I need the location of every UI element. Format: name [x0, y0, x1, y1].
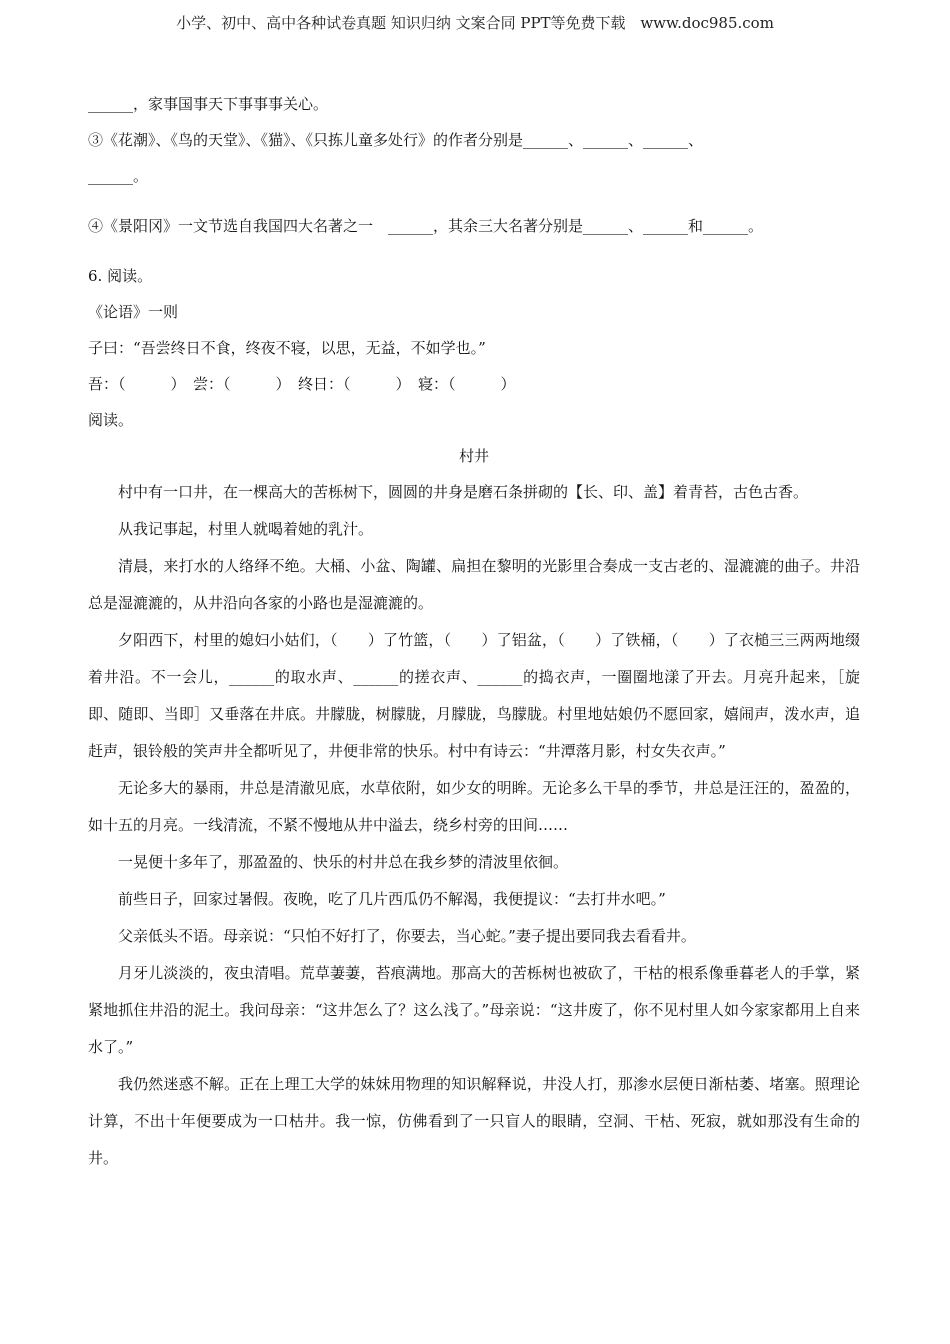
article-paragraph: 清晨，来打水的人络绎不绝。大桶、小盆、陶罐、扁担在黎明的光影里合奏成一支古老的、湿漉漉的曲子。井沿总是湿漉漉的，从井沿向各家的小路也是湿漉漉的。	[88, 557, 860, 612]
article-paragraph: 父亲低头不语。母亲说：“只怕不好打了，你要去，当心蛇。”妻子提出要同我去看看井。	[118, 927, 696, 945]
article-paragraph: 我仍然迷惑不解。正在上理工大学的妹妹用物理的知识解释说，井没人打，那渗水层便日渐枯萎、堵塞。照理论计算，不出十年便要成为一口枯井。我一惊，仿佛看到了一只盲人的眼睛，空洞、干枯、死寂，就如那没有生命的井。	[88, 1075, 860, 1167]
question-4-line: ④《景阳冈》一文节选自我国四大名著之一 ______，其余三大名著分别是______、______和______。	[88, 217, 764, 235]
header-site-text: 小学、初中、高中各种试卷真题 知识归纳 文案合同 PPT等免费下载	[176, 14, 626, 32]
article-paragraph: 从我记事起，村里人就喝着她的乳汁。	[118, 520, 374, 538]
question-6-heading: 6. 阅读。	[88, 267, 153, 285]
question-3-line: ③《花潮》、《鸟的天堂》、《猫》、《只拣儿童多处行》的作者分别是______、______、______、	[88, 131, 704, 149]
lunyu-text: 子曰：“吾尝终日不食，终夜不寝，以思，无益，不如学也。”	[88, 339, 486, 357]
lunyu-title: 《论语》一则	[88, 303, 179, 321]
article-title: 村井	[458, 447, 489, 465]
article-paragraph: 一晃便十多年了，那盈盈的、快乐的村井总在我乡梦的清波里依徊。	[118, 853, 569, 871]
header-url[interactable]: www.doc985.com	[640, 14, 774, 32]
article-paragraph: 夕阳西下，村里的媳妇小姑们，（ ）了竹篮，（ ）了铝盆，（ ）了铁桶，（ ）了衣槌三三两两地缀着井沿。不一会儿，______的取水声、______的搓衣声、______的捣衣声，一圈圈地漾了开去。月亮升起来，［旋即、随即、当即］又垂落在井底。井朦胧，树朦胧，月朦胧，鸟朦胧。村里地姑娘仍不愿回家，嬉闹声，泼水声，追赶声，银铃般的笑声井全都听见了，井便非常的快乐。村中有诗云：“井潭落月影，村女失衣声。”	[88, 631, 860, 760]
reading-label: 阅读。	[88, 411, 134, 429]
article-paragraph: 村中有一口井，在一棵高大的苦栎树下，圆圆的井身是磨石条拼砌的【长、印、盖】着青苔，古色古香。	[118, 483, 809, 501]
page-header	[0, 12, 950, 33]
article-paragraph: 前些日子，回家过暑假。夜晚，吃了几片西瓜仍不解渴，我便提议：“去打井水吧。”	[118, 890, 666, 908]
document-body	[88, 86, 860, 1177]
article-paragraph: 无论多大的暴雨，井总是清澈见底，水草依附，如少女的明眸。无论多么干旱的季节，井总是汪汪的，盈盈的，如十五的月亮。一线清流，不紧不慢地从井中溢去，绕乡村旁的田间……	[88, 779, 860, 834]
question-3-continuation: ______。	[88, 167, 149, 185]
lunyu-blanks: 吾：（ ） 尝：（ ） 终日：（ ） 寝：（ ）	[88, 375, 516, 393]
article-paragraph: 月牙儿淡淡的，夜虫清唱。荒草萋萋，苔痕满地。那高大的苦栎树也被砍了，干枯的根系像垂暮老人的手掌，紧紧地抓住井沿的泥土。我问母亲：“这井怎么了？这么浅了。”母亲说：“这井废了，你不见村里人如今家家都用上自来水了。”	[88, 964, 860, 1056]
question-line-1: ______，家事国事天下事事事关心。	[88, 95, 329, 113]
